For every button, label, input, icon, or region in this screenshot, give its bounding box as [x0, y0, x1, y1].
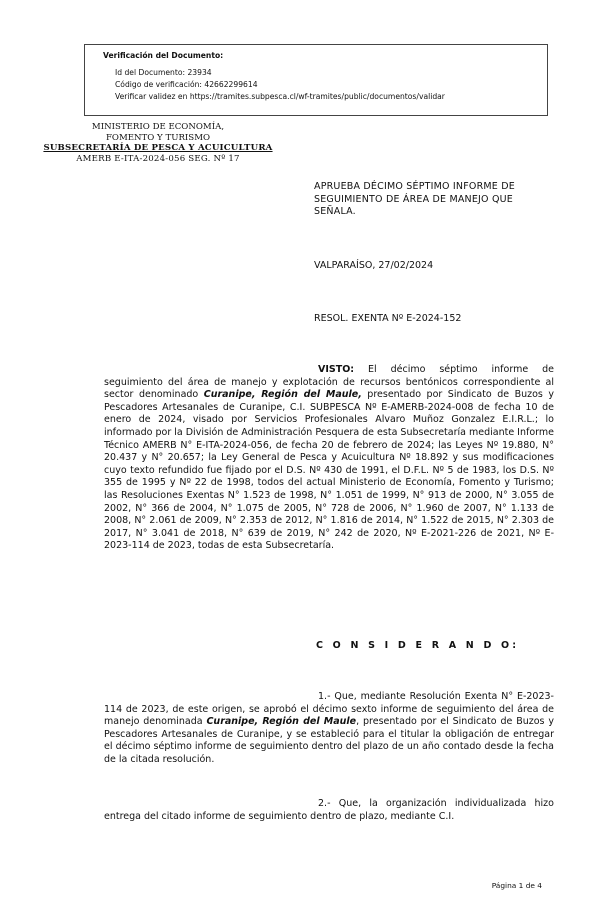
- considerando-1-paragraph: [104, 691, 554, 767]
- considerando-1-text-b: , presentado por el Sindicato de Buzos y Pescadores Artesanales de Curanipe, y se estableció para el titular la obligación de entregar el décimo séptimo informe de seguimiento dentro del plazo de un año contado desde la fecha de la citada resolución.: [104, 716, 554, 765]
- considerando-1-text-a: 1.- Que, mediante Resolución Exenta N° E-2023-114 de 2023, de este origen, se aprobó el décimo sexto informe de seguimiento del área de manejo denominada: [104, 691, 554, 728]
- verification-list: [103, 67, 539, 103]
- document-verification-box: [84, 44, 548, 116]
- resolution-number: RESOL. EXENTA Nº E-2024-152: [314, 313, 462, 324]
- resolution-subject: APRUEBA DÉCIMO SÉPTIMO INFORME DE SEGUIMIENTO DE ÁREA DE MANEJO QUE SEÑALA.: [314, 181, 515, 218]
- ministry-name-line2: FOMENTO Y TURISMO: [105, 132, 211, 143]
- considerando-2-paragraph: 2.- Que, la organización individualizada hizo entrega del citado informe de seguimiento dentro de plazo, mediante C.I.: [104, 798, 554, 822]
- considerando-1-area-name: Curanipe, Región del Maule: [206, 716, 357, 728]
- visto-label: VISTO:: [318, 364, 355, 375]
- visto-area-name: Curanipe, Región del Maule,: [203, 389, 362, 401]
- ministry-name-line1: MINISTERIO DE ECONOMÍA,: [91, 122, 225, 132]
- visto-text-a: El décimo séptimo informe de seguimiento del área de manejo y explotación de recursos bentónicos correspondiente al sector denominado: [104, 364, 554, 401]
- visto-text-b: presentado por Sindicato de Buzos y Pescadores Artesanales de Curanipe, C.I. SUBPESCA Nº E-AMERB-2024-008 de fecha 10 de enero de 2024, visado por Servicios Profesionales Alvaro Muñoz Gonzalez E.I.R.L.; lo informado por la División de Administración Pesquera de esta Subsecretaría mediante Informe Técnico AMERB N° E-ITA-2024-056, de fecha 20 de febrero de 2024; las Leyes Nº 19.880, N° 20.437 y N° 20.657; la Ley General de Pesca y Acuicultura Nº 18.892 y sus modificaciones cuyo texto refundido fue fijado por el D.S. Nº 430 de 1991, el D.F.L. Nº 5 de 1983, los D.S. Nº 355 de 1995 y Nº 22 de 1998, todos del actual Ministerio de Economía, Fomento y Turismo; las Resoluciones Exentas N° 1.523 de 1998, N° 1.051 de 1999, N° 913 de 2000, N° 3.055 de 2002, N° 366 de 2004, N° 1.075 de 2005, N° 728 de 2006, N° 1.960 de 2007, N° 1.133 de 2008, N° 2.061 de 2009, N° 2.353 de 2012, N° 1.816 de 2014, N° 1.522 de 2015, N° 2.303 de 2017, N° 3.041 de 2018, N° 639 de 2019, N° 242 de 2020, Nº E-2021-226 de 2021, Nº E-2023-114 de 2023, todas de esta Subsecretaría.: [104, 389, 555, 552]
- verification-link[interactable]: • Verificar validez en https://tramites.subpesca.cl/wf-tramites/public/documentos/validar: [115, 91, 539, 103]
- ministry-header: [30, 122, 286, 164]
- page-number: Página 1 de 4: [491, 881, 542, 890]
- subsecretaria-name: SUBSECRETARÍA DE PESCA Y ACUICULTURA: [43, 143, 273, 153]
- considerando-heading: C O N S I D E R A N D O:: [316, 640, 520, 651]
- document-id: • Id del Documento: 23934: [115, 67, 539, 79]
- visto-paragraph: [104, 364, 554, 553]
- verification-code: • Código de verificación: 42662299614: [115, 79, 539, 91]
- verification-title: Verificación del Documento:: [103, 51, 224, 60]
- reference-code: AMERB E-ITA-2024-056 SEG. Nº 17: [76, 153, 240, 164]
- place-date: VALPARAÍSO, 27/02/2024: [314, 260, 434, 271]
